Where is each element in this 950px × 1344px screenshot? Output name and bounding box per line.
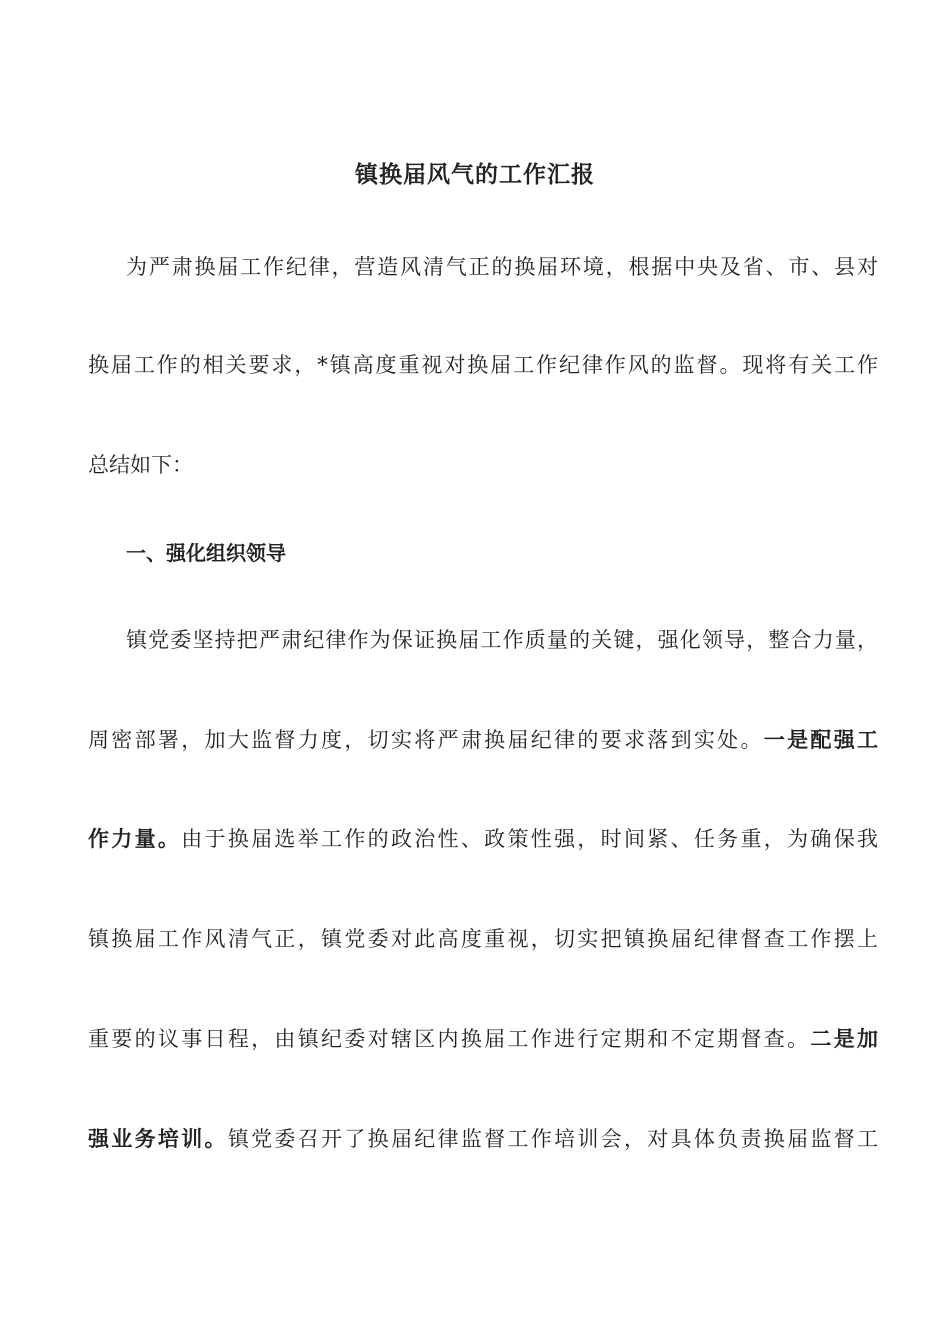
section-heading: 一、强化组织领导 — [126, 541, 286, 565]
section-line-3-bold: 作力量。 — [88, 827, 182, 851]
section-line-5 — [88, 1022, 878, 1056]
intro-line-2: 换届工作的相关要求，*镇高度重视对换届工作纪律作风的监督。现将有关工作 — [88, 353, 878, 377]
document-title: 镇换届风气的工作汇报 — [355, 162, 595, 188]
section-line-6-bold: 强业务培训。 — [88, 1127, 228, 1151]
section-line-1: 镇党委坚持把严肃纪律作为保证换届工作质量的关键，强化领导，整合力量， — [126, 628, 878, 652]
section-line-2-text: 周密部署，加大监督力度，切实将严肃换届纪律的要求落到实处。 — [88, 728, 764, 752]
section-line-5-text: 重要的议事日程，由镇纪委对辖区内换届工作进行定期和不定期督查。 — [88, 1027, 811, 1051]
section-line-6 — [88, 1122, 878, 1156]
section-line-6-text: 镇党委召开了换届纪律监督工作培训会，对具体负责换届监督工 — [227, 1127, 878, 1151]
section-line-3 — [88, 822, 878, 856]
section-line-4: 镇换届工作风清气正，镇党委对此高度重视，切实把镇换届纪律督查工作摆上 — [88, 927, 878, 951]
section-line-2 — [88, 723, 878, 757]
intro-line-1: 为严肃换届工作纪律，营造风清气正的换届环境，根据中央及省、市、县对 — [126, 255, 878, 279]
section-line-2-bold: 一是配强工 — [763, 728, 878, 752]
section-line-3-text: 由于换届选举工作的政治性、政策性强，时间紧、任务重，为确保我 — [181, 827, 878, 851]
section-line-5-bold: 二是加 — [810, 1027, 878, 1051]
intro-line-3: 总结如下： — [88, 453, 193, 477]
